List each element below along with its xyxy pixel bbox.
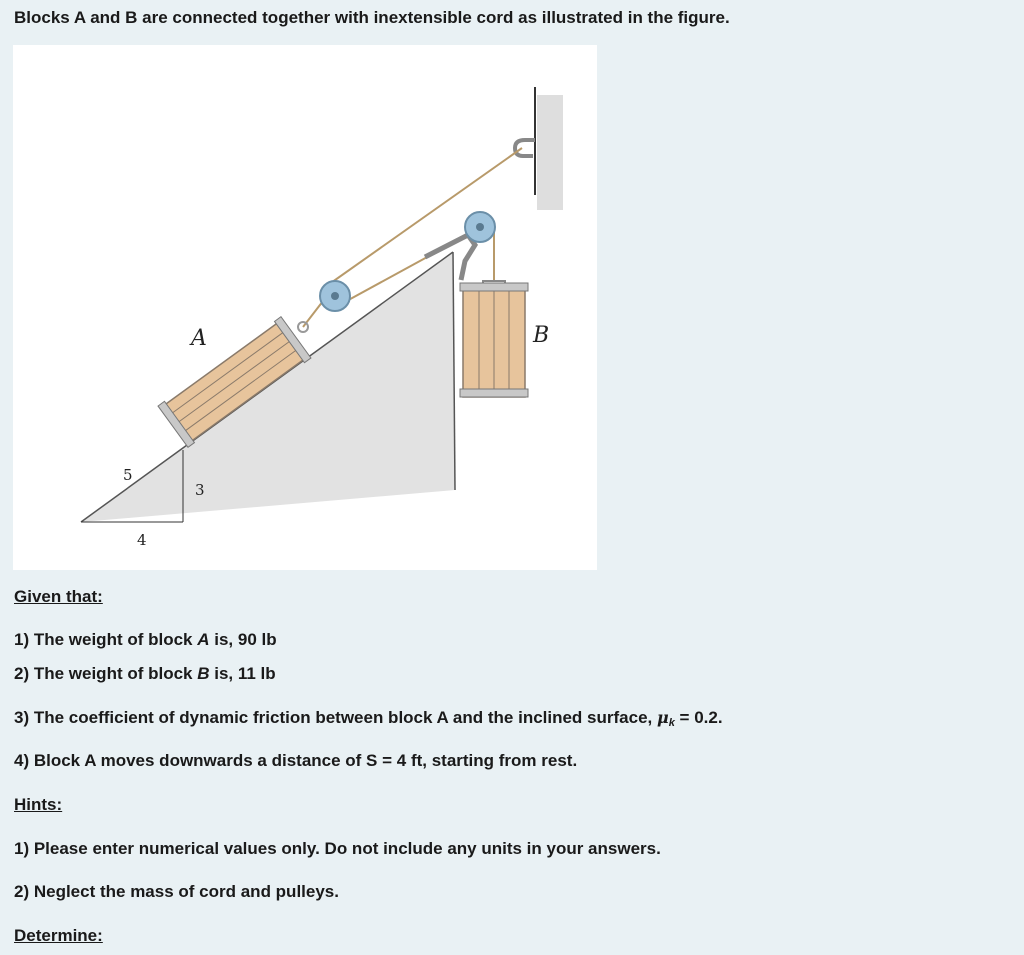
given-item-1	[14, 630, 277, 650]
given-item-2-suffix: is, 11 lb	[209, 664, 276, 683]
given-item-2-prefix: 2) The weight of block	[14, 664, 198, 683]
intro-text: Blocks A and B are connected together with inextensible cord as illustrated in the figure.	[14, 8, 730, 27]
determine-heading: Determine:	[14, 926, 103, 945]
problem-figure	[13, 45, 597, 570]
given-item-4: 4) Block A moves downwards a distance of S = 4 ft, starting from rest.	[14, 751, 578, 770]
moving-pulley-axle	[331, 292, 339, 300]
slope-run-label: 4	[137, 531, 147, 549]
fixed-pulley-axle	[476, 223, 484, 231]
given-item-3-prefix: 3) The coefficient of dynamic friction between block A and the inclined surface,	[14, 708, 657, 727]
given-item-3	[14, 708, 723, 729]
incline-pulley-diagram	[13, 45, 597, 570]
mu-subscript: k	[668, 717, 675, 729]
slope-hyp-label: 5	[123, 466, 133, 484]
hint-item-2: 2) Neglect the mass of cord and pulleys.	[14, 882, 339, 901]
label-a: A	[191, 326, 207, 351]
label-b: B	[533, 323, 550, 348]
cord-wall-to-pulley	[328, 148, 522, 285]
given-heading: Given that:	[14, 587, 103, 606]
slope-rise-label: 3	[195, 481, 205, 499]
given-item-2-var: B	[197, 664, 210, 683]
hints-heading: Hints:	[14, 795, 63, 814]
block-b	[460, 283, 528, 397]
given-item-1-var: A	[197, 630, 210, 649]
wall-shading	[537, 95, 563, 210]
given-item-2	[14, 664, 276, 684]
given-item-1-prefix: 1) The weight of block	[14, 630, 198, 649]
given-item-1-suffix: is, 90 lb	[209, 630, 277, 649]
hint-item-1: 1) Please enter numerical values only. Do not include any units in your answers.	[14, 839, 661, 858]
given-item-3-suffix: = 0.2.	[674, 708, 723, 727]
mu-symbol: μ	[656, 708, 669, 727]
wall-hook	[515, 140, 535, 156]
